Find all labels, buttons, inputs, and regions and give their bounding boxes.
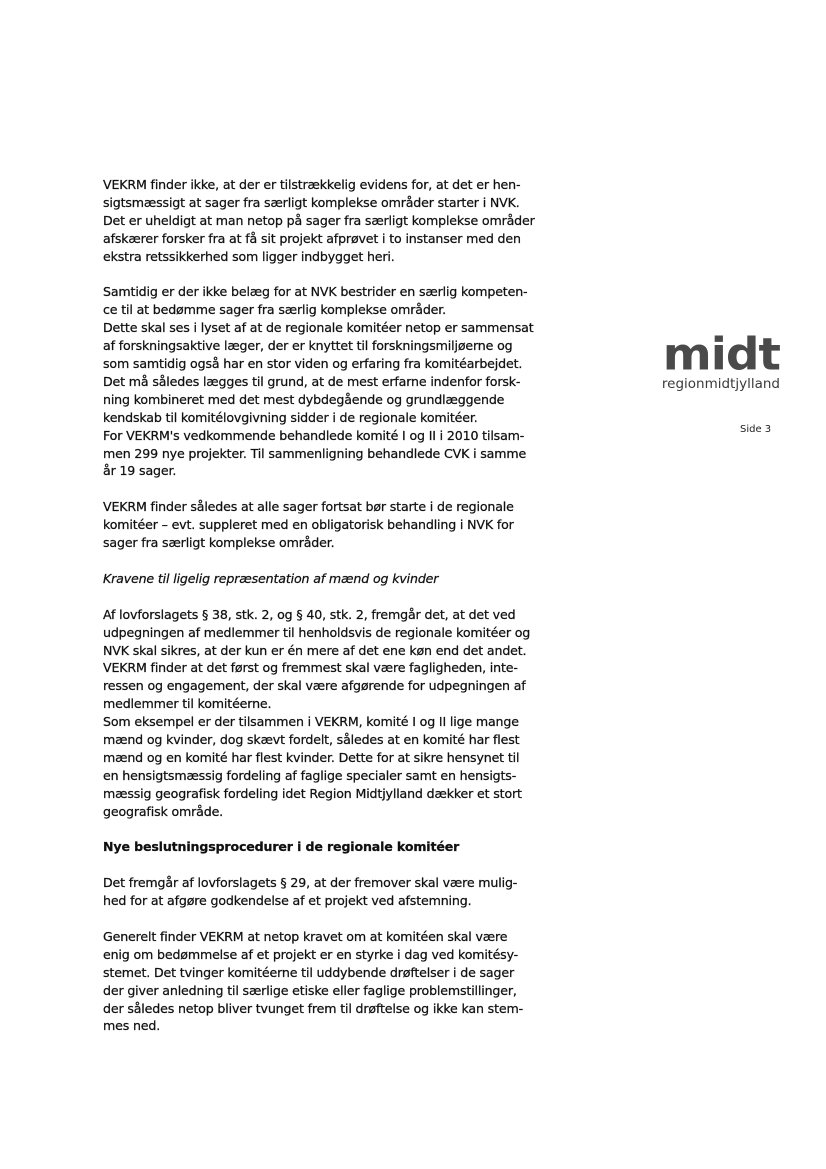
paragraph-voting (103, 874, 573, 910)
text-line: som samtidig også har en stor viden og erfaring fra komitéarbejdet. (103, 356, 523, 372)
paragraph-competence (103, 283, 573, 480)
text-line: men 299 nye projekter. Til sammenligning behandlede CVK i samme (103, 445, 527, 461)
text-line: VEKRM finder at det først og fremmest skal være fagligheden, inte- (103, 660, 518, 676)
paragraph-gap (103, 266, 573, 284)
text-line: en hensigtsmæssig fordeling af faglige specialer samt en hensigts- (103, 767, 517, 783)
section-heading-procedures: Nye beslutningsprocedurer i de regionale komitéer (103, 839, 460, 855)
text-line: udpegningen af medlemmer til henholdsvis de regionale komitéer og (103, 624, 531, 640)
text-line: mæssig geografisk fordeling idet Region Midtjylland dækker et stort (103, 785, 522, 801)
text-line: ekstra retssikkerhed som ligger indbygget heri. (103, 248, 395, 264)
text-line: Det må således lægges til grund, at de mest erfarne indenfor forsk- (103, 373, 521, 389)
text-line: Det fremgår af lovforslagets § 29, at der fremover skal være mulig- (103, 875, 518, 891)
text-line: VEKRM finder således at alle sager fortsat bør starte i de regionale (103, 499, 514, 515)
text-line: geografisk område. (103, 803, 224, 819)
region-logo (640, 328, 780, 392)
paragraph-gap (103, 910, 573, 928)
text-line: af forskningsaktive læger, der er knyttet til forskningsmiljøerne og (103, 338, 513, 354)
text-line: der giver anledning til særlige etiske eller faglige problemstillinger, (103, 982, 517, 998)
text-line: Det er uheldigt at man netop på sager fra særligt komplekse områder (103, 212, 535, 228)
text-line: mænd og kvinder, dog skævt fordelt, således at en komité har flest (103, 732, 520, 748)
text-line: afskærer forsker fra at få sit projekt afprøvet i to instanser med den (103, 230, 521, 246)
text-line: For VEKRM's vedkommende behandlede komité I og II i 2010 tilsam- (103, 427, 525, 443)
text-line: mænd og en komité har flest kvinder. Dette for at sikre hensynet til (103, 749, 520, 765)
text-line: Generelt finder VEKRM at netop kravet om at komitéen skal være (103, 928, 508, 944)
paragraph-gap (103, 821, 573, 839)
paragraph-gap (103, 480, 573, 498)
text-line: hed for at afgøre godkendelse af et projekt ved afstemning. (103, 893, 472, 909)
logo-subtitle: regionmidtjylland (661, 376, 780, 392)
paragraph-evidence (103, 176, 573, 266)
text-line: medlemmer til komitéerne. (103, 696, 272, 712)
text-line: enig om bedømmelse af et projekt er en styrke i dag ved komitésy- (103, 946, 519, 962)
text-line: ce til at bedømme sager fra særlig komplekse områder. (103, 302, 446, 318)
paragraph-gap (103, 588, 573, 606)
text-line: mes ned. (103, 1018, 161, 1034)
text-line: NVK skal sikres, at der kun er én mere af det ene køn end det andet. (103, 642, 527, 658)
paragraph-conclusion (103, 498, 573, 552)
text-line: ning kombineret med det mest dybdegående og grundlæggende (103, 391, 505, 407)
text-line: Samtidig er der ikke belæg for at NVK bestrider en særlig kompeten- (103, 284, 528, 300)
text-line: ressen og engagement, der skal være afgørende for udpegningen af (103, 678, 526, 694)
logo-wordmark: midt (662, 328, 780, 381)
text-line: sager fra særligt komplekse områder. (103, 535, 335, 551)
paragraph-gap (103, 856, 573, 874)
text-line: VEKRM finder ikke, at der er tilstrækkelig evidens for, at det er hen- (103, 177, 521, 192)
text-line: kendskab til komitélovgivning sidder i de regionale komitéer. (103, 409, 478, 425)
text-line: sigtsmæssigt at sager fra særligt komplekse områder starter i NVK. (103, 194, 520, 210)
text-line: der således netop bliver tvunget frem til drøftelse og ikke kan stem- (103, 1000, 523, 1016)
text-line: Som eksempel er der tilsammen i VEKRM, komité I og II lige mange (103, 714, 519, 730)
text-line: Af lovforslagets § 38, stk. 2, og § 40, stk. 2, fremgår det, at det ved (103, 606, 516, 622)
document-body (103, 176, 573, 1035)
page-number: Side 3 (740, 424, 772, 435)
text-line: Dette skal ses i lyset af at de regionale komitéer netop er sammensat (103, 320, 534, 336)
paragraph-consensus (103, 928, 573, 1035)
text-line: år 19 sager. (103, 463, 177, 479)
text-line: stemet. Det tvinger komitéerne til uddybende drøftelser i de sager (103, 964, 514, 980)
section-heading-representation: Kravene til ligelig repræsentation af mænd og kvinder (103, 570, 439, 586)
paragraph-gap (103, 552, 573, 570)
text-line: komitéer – evt. suppleret med en obligatorisk behandling i NVK for (103, 517, 514, 533)
paragraph-representation (103, 606, 573, 821)
